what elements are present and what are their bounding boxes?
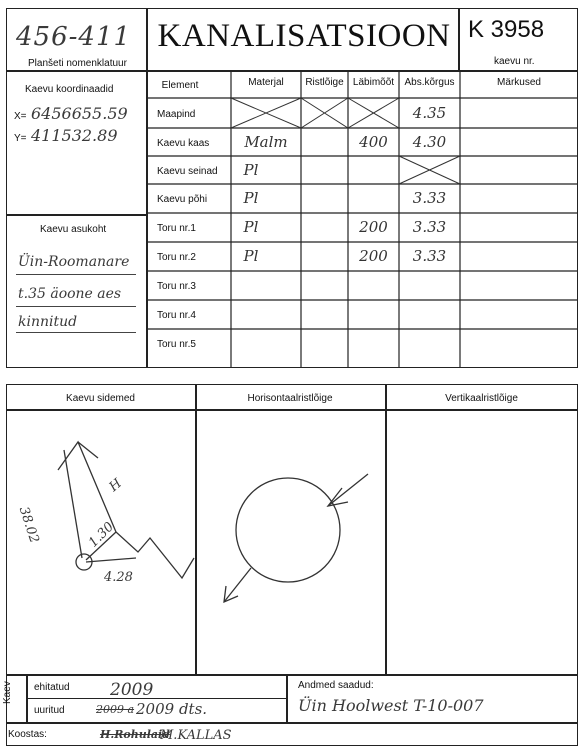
divider (385, 384, 387, 675)
section-vertical-label: Vertikaalristlõige (445, 393, 518, 404)
coord-x (14, 104, 128, 124)
cell-diameter: 400 (359, 133, 388, 151)
well-label: kaevu nr. (494, 56, 535, 67)
underline (16, 274, 136, 275)
section-horizontal-label: Horisontaalristlõige (247, 393, 333, 404)
location-line-3: kinnitud (18, 314, 78, 330)
location-line-1: Üin-Roomanare (18, 254, 130, 270)
coords-label: Kaevu koordinaadid (25, 84, 114, 95)
divider (458, 8, 460, 70)
cell-elevation: 3.33 (412, 189, 447, 207)
row-label-kaevu-kaas: Kaevu kaas (157, 138, 210, 149)
coord-x-prefix: X= (14, 111, 27, 122)
underline (16, 332, 136, 333)
well-id-value: K 3958 (468, 16, 545, 43)
underline (16, 306, 136, 307)
coord-y-value: 411532.89 (30, 126, 118, 145)
cell-material: Pl (243, 189, 259, 207)
divider (6, 722, 578, 724)
cell-elevation: 3.33 (412, 218, 447, 236)
row-label-toru-1: Toru nr.1 (157, 223, 196, 234)
section-ties-label: Kaevu sidemed (66, 393, 135, 404)
divider (26, 698, 286, 699)
cell-diameter: 200 (359, 218, 388, 236)
col-header-elevation: Abs.kõrgus (404, 77, 455, 88)
row-label-toru-5: Toru nr.5 (157, 339, 196, 350)
cell-diameter: 200 (359, 247, 388, 265)
cell-material: Pl (243, 247, 259, 265)
col-header-element: Element (161, 80, 199, 91)
sheet-label: Planšeti nomenklatuur (28, 58, 127, 69)
location-line-2: t.35 äoone aes (18, 286, 122, 302)
coord-x-value: 6456655.59 (30, 104, 128, 123)
row-label-kaevu-seinad: Kaevu seinad (157, 166, 218, 177)
compiled-value: M.KALLAS (160, 728, 232, 743)
horizontal-section-sketch (196, 410, 385, 674)
col-header-cross: Ristlõige (305, 77, 344, 88)
location-label: Kaevu asukoht (40, 224, 107, 235)
data-source-value: Üin Hoolwest T-10-007 (298, 696, 484, 715)
col-header-material: Materjal (248, 77, 284, 88)
page-title: KANALISATSIOON (157, 18, 451, 54)
col-header-diameter: Läbimõõt (352, 77, 395, 88)
built-label: ehitatud (34, 682, 70, 693)
footer-side-label: Kaev (2, 681, 13, 704)
cell-material: Pl (243, 218, 259, 236)
cell-elevation: 3.33 (412, 247, 447, 265)
built-value: 2009 (110, 680, 154, 700)
row-label-toru-2: Toru nr.2 (157, 252, 196, 263)
tie-label-d2: 1.30 (86, 519, 118, 551)
row-label-toru-4: Toru nr.4 (157, 310, 196, 321)
compiled-label: Koostas: (8, 729, 47, 740)
data-source-label: Andmed saadud: (298, 680, 374, 691)
cell-elevation: 4.30 (412, 133, 447, 151)
compiled-struck-value: H.Rohulaid (100, 728, 170, 741)
cell-elevation: 4.35 (412, 104, 447, 122)
coord-y (14, 126, 118, 146)
surveyed-struck-value: 2009 a (96, 703, 135, 716)
row-label-kaevu-pohi: Kaevu põhi (157, 194, 208, 205)
surveyed-value: 2009 dts. (136, 700, 208, 718)
row-label-toru-3: Toru nr.3 (157, 281, 196, 292)
divider (286, 674, 288, 722)
coord-y-prefix: Y= (14, 133, 27, 144)
row-label-maapind: Maapind (157, 109, 196, 120)
surveyed-label: uuritud (34, 705, 65, 716)
col-header-notes: Märkused (497, 77, 541, 88)
cell-material: Pl (243, 161, 259, 179)
divider (6, 214, 147, 216)
divider (6, 674, 578, 676)
tie-label-h: H (106, 476, 125, 495)
cell-material: Malm (244, 133, 288, 151)
well-id (468, 16, 544, 44)
sheet-number: 456-411 (16, 22, 132, 52)
tie-label-d3: 4.28 (104, 570, 133, 585)
tie-label-d1: 38.02 (15, 505, 42, 546)
